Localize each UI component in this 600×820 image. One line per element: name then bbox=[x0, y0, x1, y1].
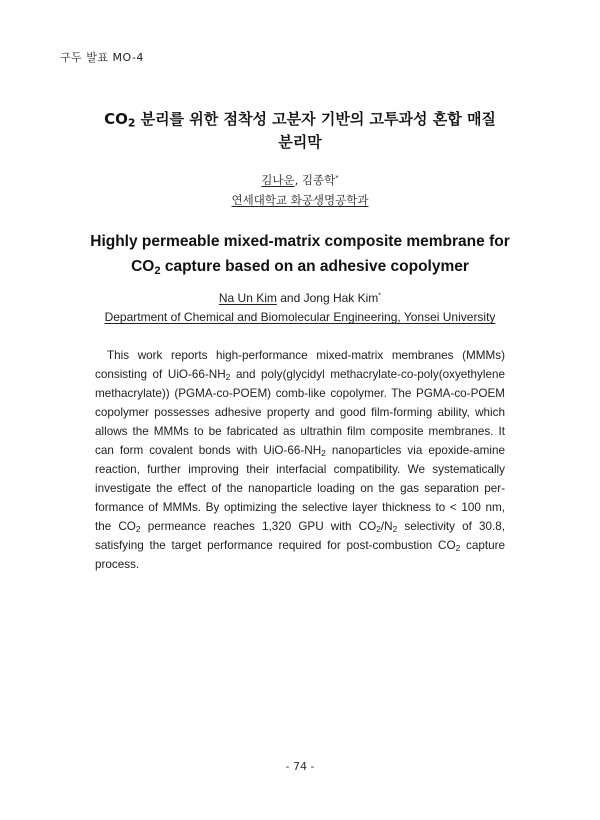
session-code: 구두 발표 MO-4 bbox=[60, 51, 144, 64]
english-author-second: Jong Hak Kim bbox=[303, 291, 379, 305]
korean-affiliation: 연세대학교 화공생명공학과 bbox=[231, 193, 369, 207]
korean-title-line-1: $CO_2$ 분리를 위한 점착성 고분자 기반의 고투과성 혼합 매질 bbox=[104, 110, 496, 130]
korean-authors: 김나운, 김종학* bbox=[261, 173, 339, 187]
english-author-first: Na Un Kim bbox=[218, 291, 277, 305]
korean-author-first: 김나운 bbox=[261, 173, 295, 187]
page-number: - 74 - bbox=[285, 760, 315, 773]
english-title bbox=[80, 229, 520, 279]
corresponding-mark: * bbox=[335, 173, 339, 182]
english-title-line-2: $CO_2$ capture based on an adhesive copolymer bbox=[131, 258, 469, 277]
english-authors: Na Un Kim and Jong Hak Kim* bbox=[218, 290, 382, 305]
korean-title-line-2: 분리막 bbox=[278, 133, 322, 151]
english-affiliation: Department of Chemical and Biomolecular Engineering, Yonsei University bbox=[104, 310, 496, 324]
abstract bbox=[95, 346, 505, 574]
english-title-line-1: Highly permeable mixed-matrix composite membrane for bbox=[90, 233, 510, 250]
english-corresponding-mark: * bbox=[378, 290, 382, 300]
korean-title bbox=[60, 108, 540, 154]
korean-author-second: 김종학 bbox=[301, 173, 336, 187]
abstract-paragraph: This work reports high-performance mixed-matrix membranes (MMMs) consisting of UiO-$66-NH_2$ and poly(glycidyl methacrylate-co-poly(oxyethylene methacrylate)) (PGMA-co-POEM) comb-like copolymer. The PGMA-co-POEM copolymer possesses adhesive property and good film-forming ability, which allows the MMMs to be fabricated as ultrathin film composite membranes. It can form covalent bonds with UiO-$66-NH_2$ nanoparticles via epoxide-amine reaction, further improving their interfacial compatibility. We systematically investigate the effect of the nanoparticle loading on the gas separation per-formance of MMMs. By optimizing the selective layer thickness to < 100 nm, the $CO_2$ permeance reaches 1,320 GPU with $CO_2/N_2$ selectivity of 30.8, satisfying the target performance required for post-combustion $CO_2$ capture process. bbox=[95, 349, 506, 571]
